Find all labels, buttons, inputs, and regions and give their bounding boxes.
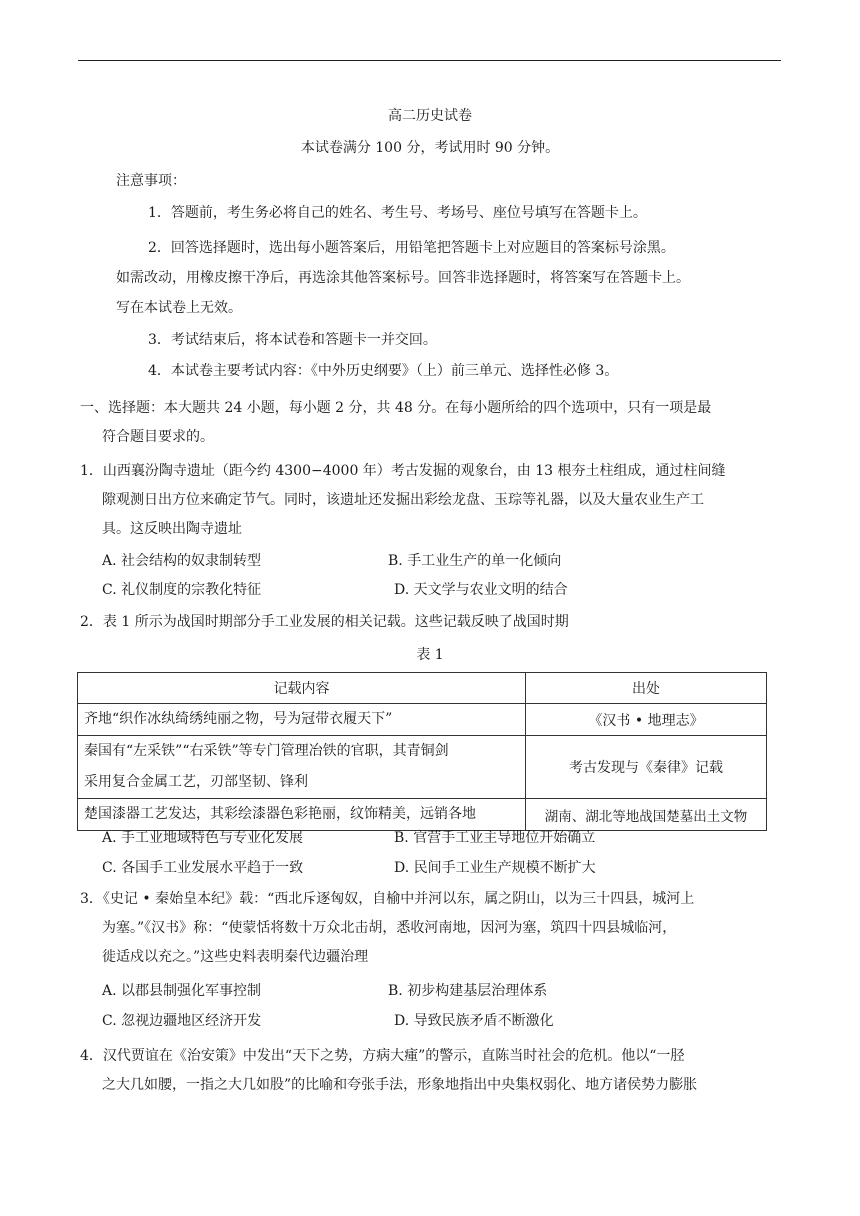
note-item-2-line-2: 如需改动，用橡皮擦干净后，再选涂其他答案标号。回答非选择题时，将答案写在答题卡上。 xyxy=(116,270,690,286)
table-cell-content: 楚国漆器工艺发达，其彩绘漆器色彩艳丽，纹饰精美，远销各地 xyxy=(78,799,526,831)
q3-option-b: B. 初步构建基层治理体系 xyxy=(388,983,548,999)
q1-option-c: C. 礼仪制度的宗教化特征 xyxy=(102,582,262,598)
table-cell-source: 考古发现与《秦律》记载 xyxy=(526,736,767,799)
note-item-1: 1．答题前，考生务必将自己的姓名、考生号、考场号、座位号填写在答题卡上。 xyxy=(148,205,647,221)
q3-option-a: A. 以郡县制强化军事控制 xyxy=(102,983,262,999)
table-row xyxy=(78,799,767,831)
q1-option-a: A. 社会结构的奴隶制转型 xyxy=(102,553,262,569)
note-item-2-line-1: 2．回答选择题时，选出每小题答案后，用铅笔把答题卡上对应题目的答案标号涂黑。 xyxy=(148,240,675,256)
table-cell-source: 湖南、湖北等地战国楚墓出土文物 xyxy=(526,799,767,831)
q1-stem-line-3: 具。这反映出陶寺遗址 xyxy=(102,521,242,537)
table-header-content: 记载内容 xyxy=(78,673,526,704)
q2-option-d: D. 民间手工业生产规模不断扩大 xyxy=(394,860,596,876)
table-cell-content: 秦国有“左采铁”“右采铁”等专门管理冶铁的官职，其青铜剑 采用复合金属工艺，刃部坚韧、锋利 xyxy=(78,736,526,799)
exam-subtitle: 本试卷满分 100 分，考试用时 90 分钟。 xyxy=(300,140,560,156)
table-row xyxy=(78,704,767,736)
table-header-source: 出处 xyxy=(526,673,767,704)
table-row xyxy=(78,736,767,799)
table-cell-content: 齐地“织作冰纨绮绣纯丽之物，号为冠带衣履天下” xyxy=(78,704,526,736)
q2-option-b: B. 官营手工业主导地位开始确立 xyxy=(394,830,596,846)
q1-stem-line-2: 隙观测日出方位来确定节气。同时，该遗址还发掘出彩绘龙盘、玉琮等礼器，以及大量农业生产工 xyxy=(102,492,704,508)
note-item-4: 4．本试卷主要考试内容：《中外历史纲要》（上）前三单元、选择性必修 3。 xyxy=(148,363,619,379)
table-1-caption: 表 1 xyxy=(416,647,444,663)
q1-stem-line-1: 1．山西襄汾陶寺遗址（距今约 4300−4000 年）考古发掘的观象台，由 13 根夯土柱组成，通过柱间缝 xyxy=(80,463,726,479)
q3-option-c: C. 忽视边疆地区经济开发 xyxy=(102,1013,262,1029)
q3-stem-line-3: 徙适戍以充之。”这些史料表明秦代边疆治理 xyxy=(102,949,369,965)
section-1-heading-line-2: 符合题目要求的。 xyxy=(102,429,214,445)
q2-stem-line-1: 2．表 1 所示为战国时期部分手工业发展的相关记载。这些记载反映了战国时期 xyxy=(80,614,569,630)
q3-option-d: D. 导致民族矛盾不断激化 xyxy=(394,1013,554,1029)
table-cell-source: 《汉书 • 地理志》 xyxy=(526,704,767,736)
notes-heading: 注意事项： xyxy=(116,173,186,189)
q2-option-a: A. 手工业地域特色与专业化发展 xyxy=(102,830,304,846)
q3-stem-line-1: 3．《史记 • 秦始皇本纪》载：“西北斥逐匈奴，自榆中并河以东，属之阴山，以为三十四县，城河上 xyxy=(80,891,695,907)
q3-stem-line-2: 为塞。”《汉书》称：“使蒙恬将数十万众北击胡，悉收河南地，因河为塞，筑四十四县城临河， xyxy=(102,920,677,936)
q1-option-b: B. 手工业生产的单一化倾向 xyxy=(388,553,562,569)
page-title: 高二历史试卷 xyxy=(388,108,472,124)
section-1-heading-line-1: 一、选择题：本大题共 24 小题，每小题 2 分，共 48 分。在每小题所给的四个选项中，只有一项是最 xyxy=(80,400,712,416)
header-rule xyxy=(78,60,781,61)
q1-option-d: D. 天文学与农业文明的结合 xyxy=(394,582,568,598)
note-item-2-line-3: 写在本试卷上无效。 xyxy=(116,300,242,316)
q4-stem-line-2: 之大几如腰，一指之大几如股”的比喻和夸张手法，形象地指出中央集权弱化、地方诸侯势力膨胀 xyxy=(102,1077,698,1093)
table-1 xyxy=(77,672,767,831)
note-item-3: 3．考试结束后，将本试卷和答题卡一并交回。 xyxy=(148,332,437,348)
q2-option-c: C. 各国手工业发展水平趋于一致 xyxy=(102,860,304,876)
q4-stem-line-1: 4．汉代贾谊在《治安策》中发出“天下之势，方病大瘇”的警示，直陈当时社会的危机。他以“一胫 xyxy=(80,1048,685,1064)
